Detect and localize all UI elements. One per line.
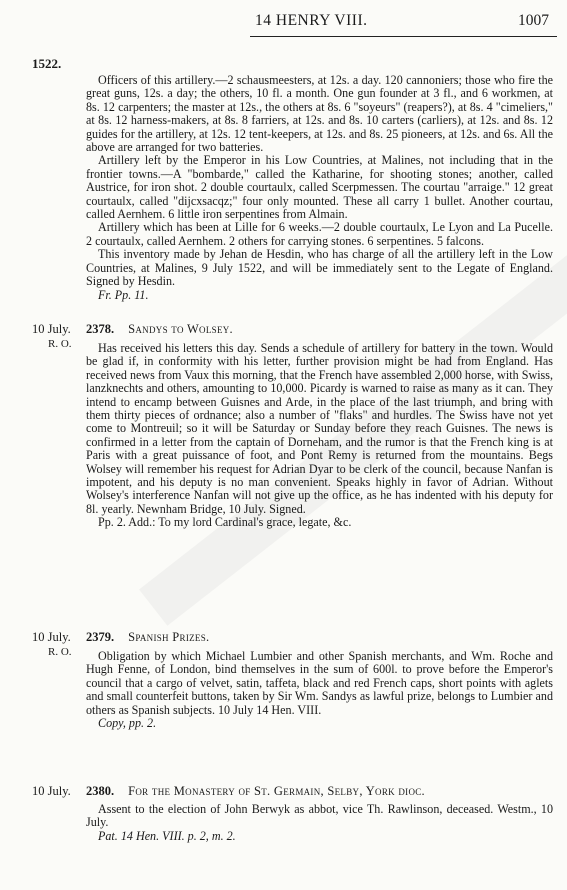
running-title: 14 HENRY VIII. — [255, 12, 368, 29]
running-header — [0, 8, 567, 34]
entry-body: Has received his letters this day. Sends a schedule of artillery for battery in the town. Would be glad if, in conformity with his letter, further provision might be had from England. Has received news from Vaux this morning, that the French have assembled 2,000 horse, with Swiss, lanzknechts and others, amounting to 10,000. Picardy is warned to raise as many as it can. They intend to encamp between Guisnes and Arde, in the place of the last triumph, and bring with them thirty pieces of ordnance; also a number of "flaks" and hurdles. The Swiss have not yet come to Montreuil; so it will be Saturday or Sunday before they reach Guisnes. The news is confirmed in a letter from the captain of Dorneham, and the rumor is that the French king is at Paris with a great puissance of foot, and Pont Remy is returned from the mountains. Begs Wolsey will remember his request for Adrian Dyar to be clerk of the council, because Nanfan is impotent, and his deputy is no man convenient. Speaks highly in favor of Adrian. Without Wolsey's interference Nanfan will not give up the office, as he has indented with his deputy for 8l. yearly. Newnham Bridge, 10 July. Signed. — [86, 341, 553, 516]
year-marker: 1522. — [32, 56, 62, 71]
entry-body-block — [86, 650, 553, 730]
entry-title: For the Monastery of St. Germain, Selby, York dioc. — [128, 784, 425, 798]
entry-number: 2378. — [86, 322, 115, 336]
intro-paragraph: Artillery which has been at Lille for 6 weeks.—2 double courtaulx, Le Lyon and La Pucelle. 2 courtaulx, called Aernhem. 2 others for carrying stones. 6 serpentines. 5 falcons. — [86, 220, 553, 248]
entry-body-block — [86, 803, 553, 843]
entry-source-abbrev: R. O. — [48, 338, 72, 350]
entry-title: Sandys to Wolsey. — [128, 322, 233, 336]
entry-number: 2379. — [86, 630, 115, 644]
entry-date: 10 July. — [32, 322, 71, 336]
entry-source-note: Copy, pp. 2. — [98, 716, 157, 731]
entry-source-abbrev: R. O. — [48, 646, 72, 658]
intro-paragraph: Officers of this artillery.—2 schausmeesters, at 12s. a day. 120 cannoniers; those who fire the great guns, 12s. a day; the others, 10 fl. a month. One gun founder at 3 fl., and 6 workmen, at 8s. 12 carpenters; the master at 12s., the others at 8s. 6 "soyeurs" (reapers?), at 8s. 4 "cimeliers," at 8s. 12 harness-makers, at 8s. 8 farriers, at 12s. and 8s. 10 carters (carliers), at 12s. and 8s. 12 guides for the artillery, at 12s. 12 tent-keepers, at 12s. and 8s. 25 pioneers, at 12s. and 6s. All the above are arranged for two batteries. — [86, 73, 553, 155]
intro-paragraph: Artillery left by the Emperor in his Low Countries, at Malines, not including that in the frontier towns.—A "bombarde," called the Katharine, for shooting stones; another, called Austrice, for iron shot. 2 double courtaulx, called Scerpmessen. The courtau "arraige." 12 great courtaulx, called "dijcxsacqz;" four only mounted. These all carry 1 bullet. Another courtau, called Aernhem. 6 little iron serpentines from Almain. — [86, 153, 553, 222]
page-number: 1007 — [518, 12, 549, 29]
header-rule — [250, 36, 557, 37]
intro-paragraph: This inventory made by Jehan de Hesdin, who has charge of all the artillery left in the Low Countries, at Malines, 9 July 1522, and will be immediately sent to the Legate of England. Signed by Hesdin. — [86, 247, 553, 289]
entry-source-note: Pat. 14 Hen. VIII. p. 2, m. 2. — [98, 828, 236, 843]
entry-heading — [86, 322, 233, 337]
intro-block — [86, 74, 553, 302]
entry-date: 10 July. — [32, 784, 71, 798]
entry-body: Obligation by which Michael Lumbier and other Spanish merchants, and Wm. Roche and Hugh Fenne, of London, bind themselves in the sum of 600l. to prove before the Emperor's council that a cargo of velvet, satin, taffeta, black and red French caps, short points with aglets and small counterfeit buttons, taken by Sir Wm. Sandys as lawful prize, belongs to Lumbier and others as Spanish subjects. 10 July 14 Hen. VIII. — [86, 649, 553, 717]
entry-source-note: Pp. 2. Add.: To my lord Cardinal's grace, legate, &c. — [98, 515, 352, 530]
entry-title: Spanish Prizes. — [128, 630, 210, 644]
entry-body: Assent to the election of John Berwyk as abbot, vice Th. Rawlinson, deceased. Westm., 10 July. — [86, 802, 553, 830]
intro-source: Fr. Pp. 11. — [98, 287, 149, 302]
entry-number: 2380. — [86, 784, 115, 798]
entry-body-block — [86, 342, 553, 530]
entry-date: 10 July. — [32, 630, 71, 644]
entry-heading — [86, 630, 209, 645]
entry-heading — [86, 784, 425, 799]
